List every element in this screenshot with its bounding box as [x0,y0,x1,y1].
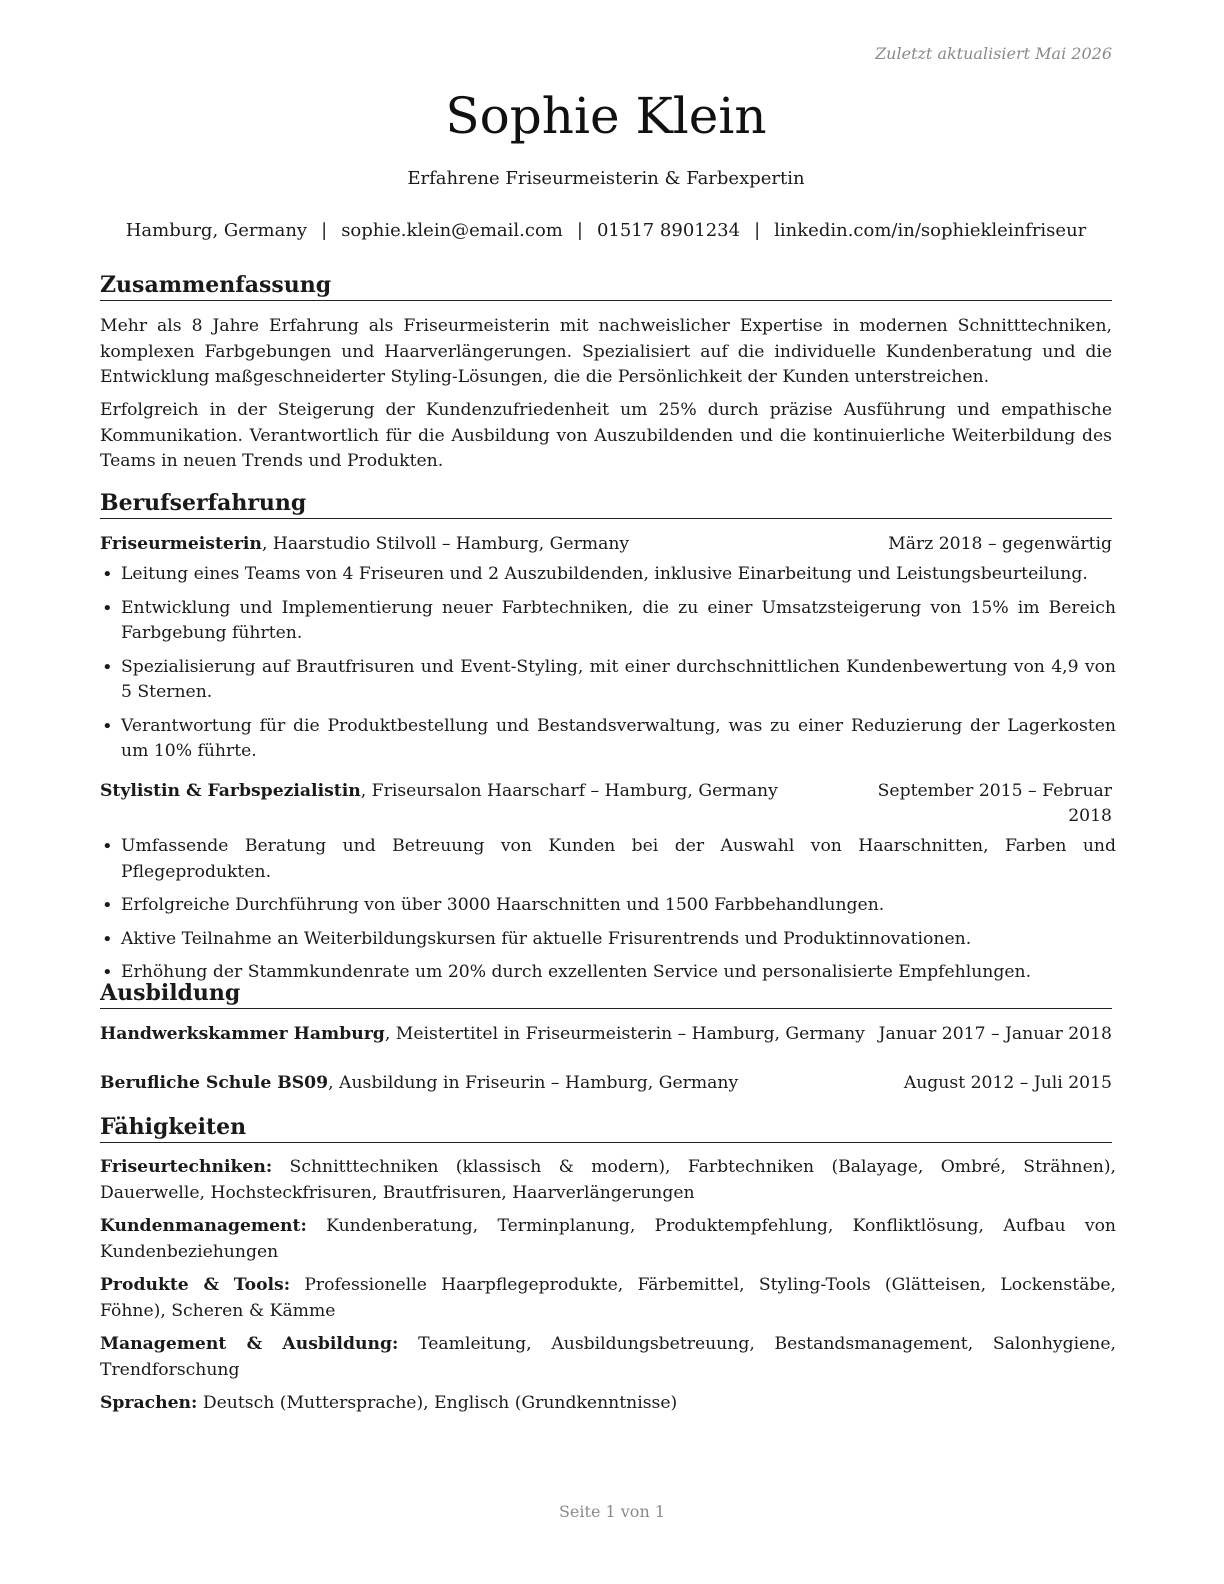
last-updated: Zuletzt aktualisiert Mai 2026 [875,44,1112,63]
list-item: • Leitung eines Teams von 4 Friseuren und 2 Auszubildenden, inklusive Einarbeitung und Leistungsbeurteilung. [100,562,1116,588]
education-line [100,1071,738,1096]
job-title-line [100,532,629,557]
skill-text: Schnitttechniken (klassisch & modern), Farbtechniken (Balayage, Ombré, Strähnen), Dauerwelle, Hochsteckfrisuren, Brautfrisuren, Haarverlängerungen [100,1157,1116,1203]
section-title-education: Ausbildung [100,978,1112,1009]
skill-label: Friseurtechniken: [100,1157,273,1177]
education-school: Berufliche Schule BS09 [100,1073,329,1093]
list-item: • Erfolgreiche Durchführung von über 3000 Haarschnitten und 1500 Farbbehandlungen. [100,893,1116,919]
section-title-experience: Berufserfahrung [100,488,1112,519]
contact-phone: 01517 8901234 [596,220,741,241]
skill-label: Management & Ausbildung: [100,1334,399,1354]
candidate-name: Sophie Klein [445,87,767,145]
education-school: Handwerkskammer Hamburg [100,1024,385,1044]
skill-label: Produkte & Tools: [100,1275,291,1295]
job-dates [878,779,1112,829]
list-item: • Entwicklung und Implementierung neuer Farbtechniken, die zu einer Umsatzsteigerung von 15% im Bereich Farbgebung führten. [100,596,1116,647]
list-item: • Aktive Teilnahme an Weiterbildungskursen für aktuelle Frisurentrends und Produktinnovationen. [100,927,1116,953]
job-dates-line: 2018 [1068,806,1112,826]
candidate-subtitle: Erfahrene Friseurmeisterin & Farbexpertin [407,168,805,189]
skill-text: Professionelle Haarpflegeprodukte, Färbemittel, Styling-Tools (Glätteisen, Lockenstäbe, Föhne), Scheren & Kämme [100,1275,1116,1321]
job-role: Friseurmeisterin [100,534,262,554]
list-item: • Erhöhung der Stammkundenrate um 20% durch exzellenten Service und personalisierte Empfehlungen. [100,960,1116,986]
skill-item [100,1214,1116,1265]
skill-text: Deutsch (Muttersprache), Englisch (Grundkenntnisse) [197,1393,678,1413]
job-role: Stylistin & Farbspezialistin [100,781,361,801]
summary-paragraph: Erfolgreich in der Steigerung der Kundenzufriedenheit um 25% durch präzise Ausführung und empathische Kommunikation. Verantwortlich für die Ausbildung von Auszubildenden und die kontinuierliche Weiterbildung des Teams in neuen Trends und Produkten. [100,400,1112,471]
education-dates: Januar 2017 – Januar 2018 [878,1024,1112,1044]
skill-label: Kundenmanagement: [100,1216,307,1236]
section-title-skills: Fähigkeiten [100,1112,1112,1143]
list-item: • Spezialisierung auf Brautfrisuren und Event-Styling, mit einer durchschnittlichen Kundenbewertung von 4,9 von 5 Sternen. [100,655,1116,706]
job-dates-line: September 2015 – Februar [877,781,1112,801]
job-bullets [100,562,1116,773]
job-details: , Friseursalon Haarscharf – Hamburg, Germany [360,781,778,801]
contact-linkedin[interactable]: linkedin.com/in/sophiekleinfriseur [774,220,1087,241]
education-details: , Meistertitel in Friseurmeisterin – Hamburg, Germany [384,1024,865,1044]
page-number: Seite 1 von 1 [558,1502,666,1521]
list-item: • Verantwortung für die Produktbestellung und Bestandsverwaltung, was zu einer Reduzierung der Lagerkosten um 10% führte. [100,714,1116,765]
education-dates: August 2012 – Juli 2015 [903,1073,1112,1093]
skill-item [100,1273,1116,1324]
job-title-line [100,779,778,804]
contact-separator: | [321,220,328,241]
education-details: , Ausbildung in Friseurin – Hamburg, Germany [328,1073,739,1093]
contact-separator: | [576,220,583,241]
contact-email[interactable]: sophie.klein@email.com [341,220,563,241]
skill-item [100,1332,1116,1383]
education-line [100,1022,865,1047]
skill-text: Kundenberatung, Terminplanung, Produktempfehlung, Konfliktlösung, Aufbau von Kundenbeziehungen [100,1216,1116,1262]
job-dates: März 2018 – gegenwärtig [888,534,1112,554]
list-item: • Umfassende Beratung und Betreuung von Kunden bei der Auswahl von Haarschnitten, Farben und Pflegeprodukten. [100,834,1116,885]
section-title-summary: Zusammenfassung [100,270,1112,301]
job-details: , Haarstudio Stilvoll – Hamburg, Germany [261,534,630,554]
skill-text: Teamleitung, Ausbildungsbetreuung, Bestandsmanagement, Salonhygiene, Trendforschung [100,1334,1117,1380]
skill-item [100,1391,1116,1417]
contact-location: Hamburg, Germany [125,220,308,241]
job-bullets [100,834,1116,994]
skill-item [100,1155,1116,1206]
contact-line [100,220,1112,241]
contact-separator: | [754,220,761,241]
skill-label: Sprachen: [100,1393,198,1413]
summary-paragraph: Mehr als 8 Jahre Erfahrung als Friseurmeisterin mit nachweislicher Expertise in modernen Schnitttechniken, komplexen Farbgebungen und Haarverlängerungen. Spezialisiert auf die individuelle Kundenberatung und die Entwicklung maßgeschneiderter Styling-Lösungen, die die Persönlichkeit der Kunden unterstreichen. [100,316,1112,387]
